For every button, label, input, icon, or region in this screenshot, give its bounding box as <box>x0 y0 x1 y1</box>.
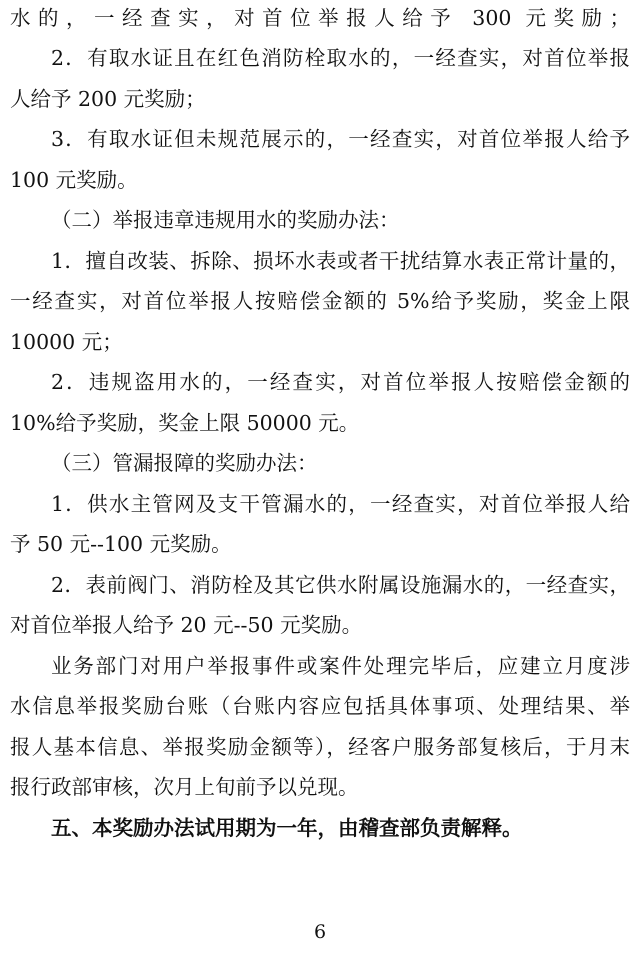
text-line-7: 1．擅自改装、拆除、损坏水表或者干扰结算水表正常计量的， <box>51 249 630 273</box>
text-line-5: 100 元奖励。 <box>10 168 138 192</box>
text-line-15: 2．表前阀门、消防栓及其它供水附属设施漏水的，一经查实， <box>51 573 630 597</box>
text-line-2: 2．有取水证且在红色消防栓取水的，一经查实，对首位举报 <box>51 46 630 70</box>
text-line-8: 一经查实，对首位举报人按赔偿金额的 5%给予奖励，奖金上限 <box>10 289 630 313</box>
text-line-16: 对首位举报人给予 20 元--50 元奖励。 <box>10 613 363 637</box>
text-line-19: 报人基本信息、举报奖励金额等），经客户服务部复核后，于月末 <box>10 735 630 759</box>
text-line-11: 10%给予奖励，奖金上限 50000 元。 <box>10 411 360 435</box>
text-line-13: 1．供水主管网及支干管漏水的，一经查实，对首位举报人给 <box>51 492 630 516</box>
text-line-4: 3．有取水证但未规范展示的，一经查实，对首位举报人给予 <box>51 127 630 151</box>
text-line-14: 予 50 元--100 元奖励。 <box>10 532 232 556</box>
text-line-18: 水信息举报奖励台账（台账内容应包括具体事项、处理结果、举 <box>10 694 630 718</box>
text-line-10: 2．违规盗用水的，一经查实，对首位举报人按赔偿金额的 <box>51 370 630 394</box>
page-number: 6 <box>313 921 327 943</box>
section-heading-3: （三）管漏报障的奖励办法： <box>51 451 318 475</box>
text-line-9: 10000 元； <box>10 330 123 354</box>
text-line-20: 报行政部审核，次月上旬前予以兑现。 <box>10 775 359 799</box>
section-heading-2: （二）举报违章违规用水的奖励办法： <box>51 208 400 232</box>
text-line-3: 人给予 200 元奖励； <box>10 87 206 111</box>
text-line-17: 业务部门对用户举报事件或案件处理完毕后，应建立月度涉 <box>51 654 630 678</box>
section-heading-5: 五、本奖励办法试用期为一年，由稽查部负责解释。 <box>51 816 523 840</box>
text-line-1: 水的，一经查实，对首位举报人给予 300 元奖励； <box>10 6 630 30</box>
